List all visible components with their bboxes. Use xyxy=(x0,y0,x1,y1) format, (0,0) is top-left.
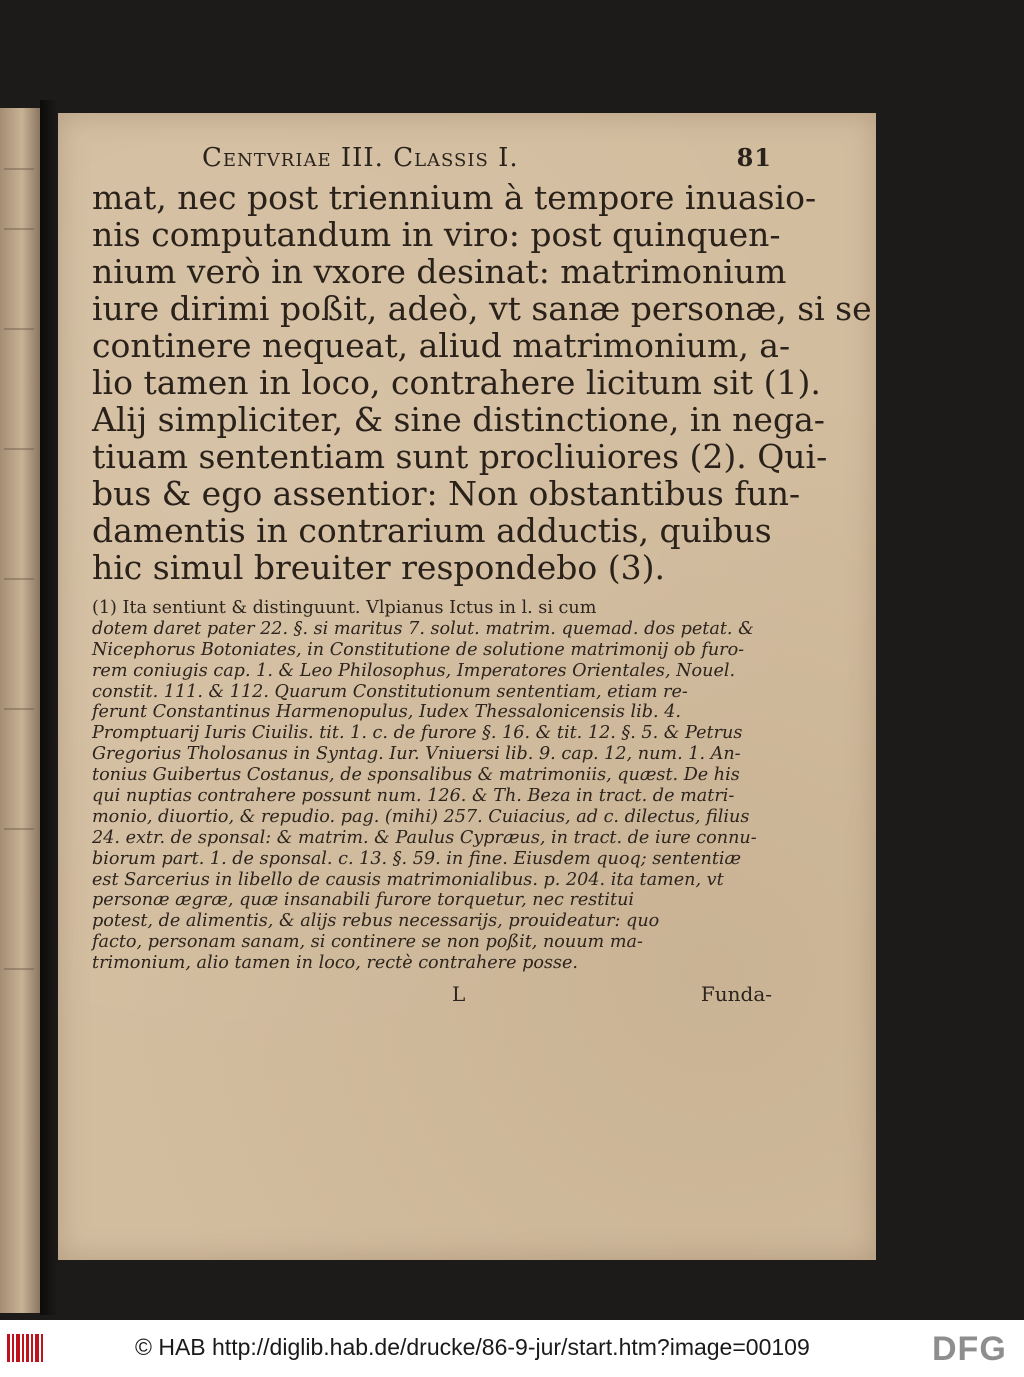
note-line: trimonium, alio tamen in loco, rectè contrahere posse. xyxy=(92,953,579,974)
note-line: dotem daret pater 22. §. si maritus 7. solut. matrim. quemad. dos petat. & xyxy=(92,618,754,639)
body-line: mat, nec post triennium à tempore inuasio- xyxy=(92,178,817,217)
note-line: Gregorius Tholosanus in Syntag. Iur. Vniuersi lib. 9. cap. 12, num. 1. An- xyxy=(92,744,741,765)
spine-shadow xyxy=(40,100,58,1315)
catchword: Funda- xyxy=(700,982,772,1007)
note-line: qui nuptias contrahere possunt num. 126. & Th. Beza in tract. de matri- xyxy=(92,786,735,807)
running-head-title: Centvriae III. Classis I. xyxy=(202,143,519,173)
note-line: (1) Ita sentiunt & distinguunt. Vlpianus Ictus in l. si cum xyxy=(92,598,597,618)
copyright-link[interactable]: © HAB http://diglib.hab.de/drucke/86-9-jur/start.htm?image=00109 xyxy=(135,1334,810,1360)
page-text xyxy=(92,143,872,1008)
dfg-logo: DFG xyxy=(932,1330,1007,1368)
body-line: Alij simpliciter, & sine distinctione, in nega- xyxy=(92,400,825,439)
body-line: tiuam sententiam sunt procliuiores (2). Qui- xyxy=(92,437,828,476)
previous-page-edge xyxy=(0,108,40,1313)
body-line: hic simul breuiter respondebo (3). xyxy=(92,548,666,587)
body-line: continere nequeat, aliud matrimonium, a- xyxy=(92,326,791,365)
catchline xyxy=(92,982,772,1008)
note-line: monio, diuortio, & repudio. pag. (mihi) 257. Cuiacius, ad c. dilectus, filius xyxy=(92,806,750,827)
book-page xyxy=(58,113,876,1260)
note-line: constit. 111. & 112. Quarum Constitutionum sententiam, etiam re- xyxy=(92,681,688,702)
body-line: damentis in contrarium adductis, quibus xyxy=(92,511,772,550)
body-line: nis computandum in viro: post quinquen- xyxy=(92,215,781,254)
running-head xyxy=(92,143,772,179)
note-line: 24. extr. de sponsal: & matrim. & Paulus Cypræus, in tract. de iure connu- xyxy=(92,827,757,848)
note-line: Promptuarij Iuris Ciuilis. tit. 1. c. de furore §. 16. & tit. 12. §. 5. & Petrus xyxy=(92,723,743,744)
body-text xyxy=(92,178,872,587)
body-line: iure dirimi poßit, adeò, vt sanæ personæ, si se xyxy=(92,289,872,328)
signature-mark: L xyxy=(452,982,466,1007)
note-line: biorum part. 1. de sponsal. c. 13. §. 59. in fine. Eiusdem quoq; sententiæ xyxy=(92,848,742,869)
viewer-footer xyxy=(0,1320,1024,1377)
body-line: lio tamen in loco, contrahere licitum sit (1). xyxy=(92,363,821,402)
note-line: personæ ægræ, quæ insanabili furore torquetur, nec restitui xyxy=(92,890,635,911)
note-line: tonius Guibertus Costanus, de sponsalibus & matrimoniis, quæst. De his xyxy=(92,765,740,786)
note-line: potest, de alimentis, & alijs rebus necessarijs, prouideatur: quo xyxy=(92,911,660,932)
hab-barcode-logo-icon xyxy=(6,1330,46,1366)
body-line: bus & ego assentior: Non obstantibus fun- xyxy=(92,474,801,513)
page-number: 81 xyxy=(736,143,772,172)
note-line: rem coniugis cap. 1. & Leo Philosophus, Imperatores Orientales, Nouel. xyxy=(92,660,736,681)
body-line: nium verò in vxore desinat: matrimonium xyxy=(92,252,787,291)
note-line: ferunt Constantinus Harmenopulus, Iudex Thessalonicensis lib. 4. xyxy=(92,702,682,723)
note-line: est Sarcerius in libello de causis matrimonialibus. p. 204. ita tamen, vt xyxy=(92,869,724,890)
footnotes xyxy=(92,598,772,974)
note-line: Nicephorus Botoniates, in Constitutione de solutione matrimonij ob furo- xyxy=(92,639,745,660)
note-line: facto, personam sanam, si continere se non poßit, nouum ma- xyxy=(92,932,643,953)
